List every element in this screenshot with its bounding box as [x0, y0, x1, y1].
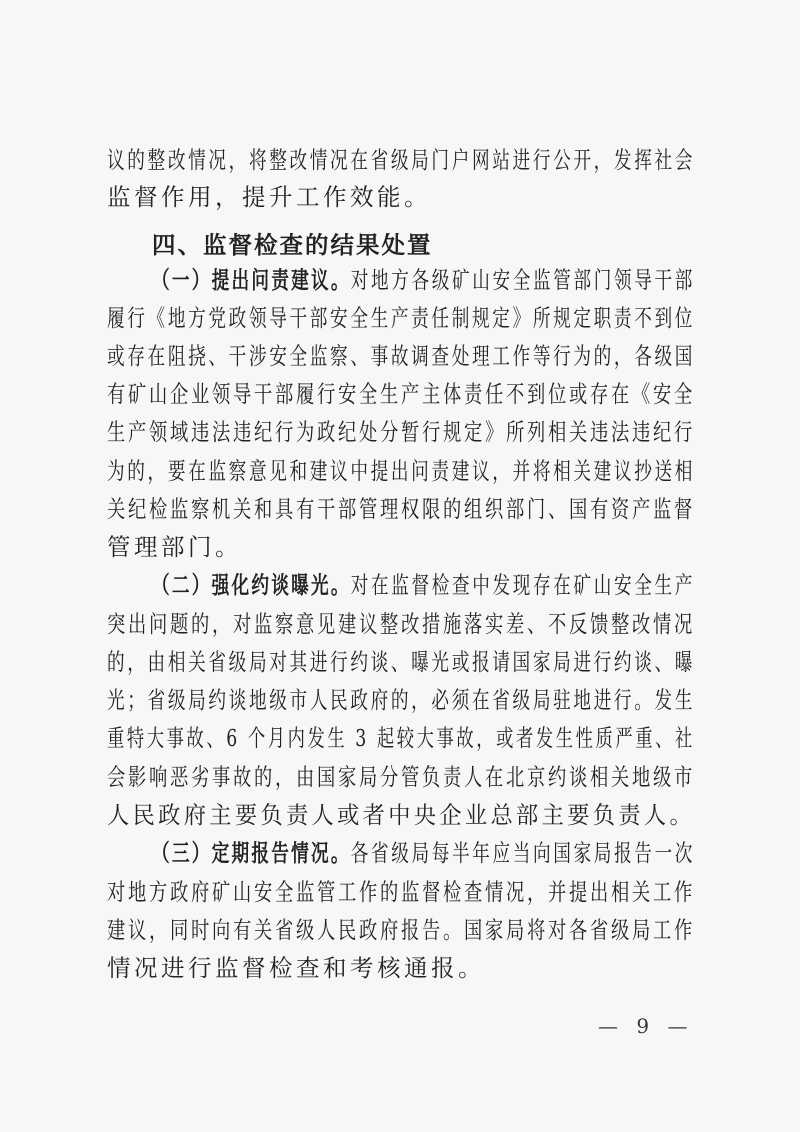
- body-line: 履行《地方党政领导干部安全生产责任制规定》所规定职责不到位: [107, 304, 696, 332]
- body-line: 重特大事故、6 个月内发生 3 起较大事故，或者发生性质严重、社: [107, 724, 695, 752]
- body-line: 生产领域违法违纪行为政纪处分暂行规定》所列相关违法违纪行: [107, 418, 696, 446]
- body-line: 光；省级局约谈地级市人民政府的，必须在省级局驻地进行。发生: [107, 686, 696, 714]
- body-line: 或存在阻挠、干涉安全监察、事故调查处理工作等行为的，各级国: [107, 342, 696, 370]
- subsection-title: （三）定期报告情况。: [152, 839, 351, 867]
- paragraph-first-line: [152, 836, 695, 870]
- body-line: 情况进行监督检查和考核通报。: [107, 954, 485, 982]
- body-line: 关纪检监察机关和具有干部管理权限的组织部门、国有资产监督: [107, 495, 696, 523]
- body-line: 的，由相关省级局对其进行约谈、曝光或报请国家局进行约谈、曝: [107, 648, 696, 676]
- body-line: 管理部门。: [107, 533, 242, 561]
- subsection-title: （二）强化约谈曝光。: [152, 571, 351, 599]
- body-line: 突出问题的，对监察意见建议整改措施落实差、不反馈整改情况: [107, 610, 696, 638]
- paragraph-first-line: [152, 263, 695, 297]
- subsection-title: （一）提出问责建议。: [152, 266, 351, 294]
- section-heading: 四、监督检查的结果处置: [152, 231, 433, 259]
- body-text: 对地方各级矿山安全监管部门领导干部: [350, 266, 695, 294]
- body-text: 对在监督检查中发现存在矿山安全生产: [350, 571, 695, 599]
- body-text: 各省级局每半年应当向国家局报告一次: [350, 839, 695, 867]
- body-line: 会影响恶劣事故的，由国家局分管负责人在北京约谈相关地级市: [107, 763, 696, 791]
- body-line: 对地方政府矿山安全监管工作的监督检查情况，并提出相关工作: [107, 878, 696, 906]
- body-line: 议的整改情况，将整改情况在省级局门户网站进行公开，发挥社会: [107, 146, 696, 174]
- body-line: 为的，要在监察意见和建议中提出问责建议，并将相关建议抄送相: [107, 457, 696, 485]
- body-line: 监督作用，提升工作效能。: [107, 183, 431, 211]
- body-line: 有矿山企业领导干部履行安全生产主体责任不到位或存在《安全: [107, 380, 696, 408]
- paragraph-first-line: [152, 568, 695, 602]
- page-number: — 9 —: [598, 1014, 694, 1038]
- body-line: 建议，同时向有关省级人民政府报告。国家局将对各省级局工作: [107, 916, 696, 944]
- body-line: 人民政府主要负责人或者中央企业总部主要负责人。: [107, 801, 696, 829]
